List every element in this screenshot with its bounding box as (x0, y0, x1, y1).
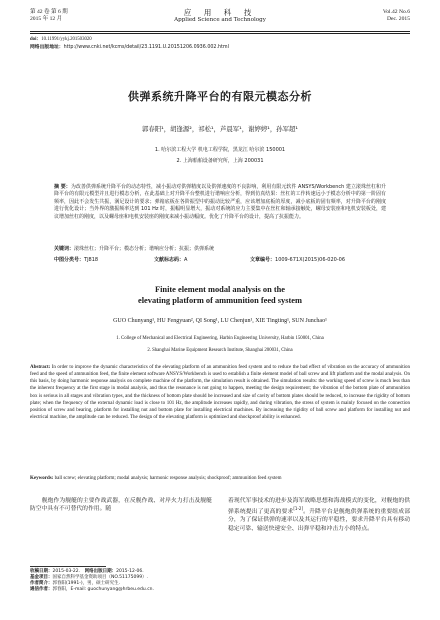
header-volume-en: Vol.42 No.6 (382, 9, 410, 15)
fund-value: 国家自然科学基金资助项目（NO.51175099）. (52, 575, 148, 581)
abstract-cn (54, 184, 386, 221)
corr-label: 通信作者： (30, 587, 53, 593)
doi-label: doi： (30, 37, 42, 42)
doi-line (30, 37, 410, 43)
body-right-text-b: 。升降平台是舰炮供弹系统的重要组成部分，为了保证供弹的速率以及其运行的平稳性，要求升降平台具有移动稳定可靠、输送快速安全、出弹平稳和冲击力小的特点。 (228, 509, 410, 532)
keywords-en-label: Keywords: (30, 476, 54, 481)
keywords-cn-label: 关键词： (54, 246, 75, 252)
article-no-value: 1009-671X(2015)06-020-06 (275, 257, 346, 263)
url-value[interactable]: http://www.cnki.net/kcms/detail/23.1191.U.20151206.0936.002.html (63, 45, 229, 50)
footnote-rule (30, 566, 106, 567)
article-no-field (250, 257, 345, 264)
url-label: 网络出版地址： (30, 45, 64, 50)
received-label: 收稿日期： (30, 569, 53, 574)
body-column-left (30, 497, 212, 513)
abstract-en-label: Abstract: (30, 365, 51, 370)
header-date-en: Dec. 2015 (387, 16, 410, 22)
header-right (383, 9, 410, 23)
body-left-paragraph: 舰炮作为舰艇的主要作战武器，在反舰作战、对岸火力打击及舰艇防空中具有不可替代的作用。随 (30, 498, 212, 513)
running-header (30, 9, 410, 29)
abstract-en-text: In order to improve the dynamic characteristics of the elevating platform of an ammunition feed system and to reduce the bad effect of vibration on the accuracy of ammunition feed and the speed of ammunition feed, the finite element software ANSYS/Workbench is used to establish a finite element model of ball screw and lift platform and the modal analysis. On this basis, by doing harmonic response analysis on complete machine of the platform, the simulation result is obtained. The simulation results: the working speed of screw is much less than the inherent frequency at the first stage in modal analysis, and thus the resonance is not going to happen, meeting the design requirement; the vibration of the bottom plate of ammunition box is serious in all stages and vibration types, and the thickness of bottom plate should be increased and size of cavity of bottom plates should be reduced, to increase the rigidity of bottom plate; when the frequency of the external dynamic load is close to 101 Hz, the amplitude increases rapidly, and during vibration, the stress of system is mainly focused on the connection position of screw and bearing, platform for installing nut and bottom plate for installing electrical machines. By increasing the rigidity of ball screw and platform for installing nut and electrical machine, the amplitude can be reduced. The design of the elevating platform is optimized and shockproof ability is enhanced. (30, 365, 411, 421)
online-label: 网络出版日期： (84, 569, 117, 574)
corr-value: 郭春阳，E-mail: guochunyang@hrbeu.edu.cn. (52, 587, 154, 593)
header-rule-thick (30, 31, 410, 32)
body-column-right (228, 497, 410, 533)
affiliation-cn-2: 2. 上海船舶设备研究所，上海 200031 (176, 158, 264, 164)
doc-code-field (154, 257, 187, 264)
keywords-en (30, 475, 410, 482)
body-right-text-a: 着现代军事技术的进步及海军战略思想和海战模式的变化，对舰炮的供弹系统提出了更高的要求 (228, 498, 410, 516)
online-url-line (30, 45, 410, 51)
abstract-cn-label: 摘 要： (54, 184, 71, 190)
abstract-en (30, 364, 410, 421)
article-no-label: 文章编号： (250, 257, 276, 263)
affiliation-cn-1: 1. 哈尔滨工程大学 机电工程学院，黑龙江 哈尔滨 150001 (154, 147, 286, 153)
doc-code-value: A (184, 257, 188, 263)
header-volume: 第 42 卷 第 6 期 (30, 9, 68, 15)
bio-label: 作者简介： (30, 581, 53, 587)
received-value: 2015-03-22. (52, 569, 81, 574)
keywords-en-text: ball screw; elevating platform; modal analysis; harmonic response analysis; shockproof; ammunition feed system (54, 476, 282, 481)
title-en-line-2: elevating platform of ammunition feed system (138, 296, 302, 305)
keywords-cn-text: 滚珠丝杠；升降平台；模态分析；谐响应分析；抗振；供弹系统 (74, 246, 215, 252)
header-date-cn: 2015 年 12 月 (30, 16, 63, 22)
affiliation-en-1: 1. College of Mechanical and Electrical Engineering, Harbin Engineering University, Harbin 150001, China (116, 336, 324, 341)
clc-field (54, 257, 98, 264)
affiliation-en-2: 2. Shanghai Marine Equipment Research Institute, Shanghai 200031, China (147, 348, 293, 353)
journal-name-cn: 应 用 科 技 (183, 8, 257, 17)
keywords-cn (54, 246, 386, 253)
header-center (30, 9, 410, 24)
bio-value: 郭春阳(1991-)，男，硕士研究生. (52, 581, 121, 587)
journal-name-en: Applied Science and Technology (174, 17, 266, 23)
fund-label: 基金项目： (30, 575, 53, 581)
doc-code-label: 文献标志码： (154, 257, 185, 263)
footnote-corresponding (30, 587, 212, 593)
citation-ref[interactable]: [1-2] (293, 506, 304, 512)
footnote-block (30, 569, 212, 593)
clc-value: TJ818 (84, 257, 99, 263)
authors-en: GUO Chunyang¹, HU Fengyuan², QI Song¹, LU Chenjun¹, XIE Tingting¹, SUN Junchao¹ (113, 318, 327, 324)
authors-cn: 郭春阳¹，胡逢源²，祁松¹，芦晨军¹，谢婷婷¹，孙军超¹ (142, 125, 298, 133)
classification-row (54, 257, 386, 265)
title-en (30, 284, 410, 306)
abstract-cn-text: 为改善供弹系统升降平台的动态特性，减小振动对供弹精度以及供弹速度的不良影响，利用有限元软件 ANSYS/Workbench 建立滚珠丝杠和升降平台的有限元模型并且进行模态分析，在此基础上对升降平台整机进行谐响应分析，得到仿真结果：丝杠的工作转速远小于模态分析中的第一阶固有频率，因此不会发生共振，满足设计的要求；弹箱底板在各阶振型中的振动比较严重，应该增加底板的厚度，减小底板的固有频率，对升降平台的刚度进行优化设计；当外界的激振频率达到 101 Hz 时，振幅明显增大，振动对系统的应力主要集中在丝杠和轴承接触处，螺母安装座和电机安装板处，建议增加丝杠的刚度，以及螺母座和电机安装座的刚度来减小振动幅度。优化了升降平台的设计，提高了抗振能力。 (54, 184, 386, 220)
header-rule-thin (30, 33, 410, 34)
clc-label: 中图分类号： (54, 257, 85, 263)
title-en-line-1: Finite element modal analysis on the (154, 285, 286, 294)
title-cn: 供弹系统升降平台的有限元模态分析 (128, 90, 312, 103)
online-value: 2015-12-06. (116, 569, 144, 574)
doi-value[interactable]: 10.11991/yykj.201503020 (41, 37, 92, 42)
